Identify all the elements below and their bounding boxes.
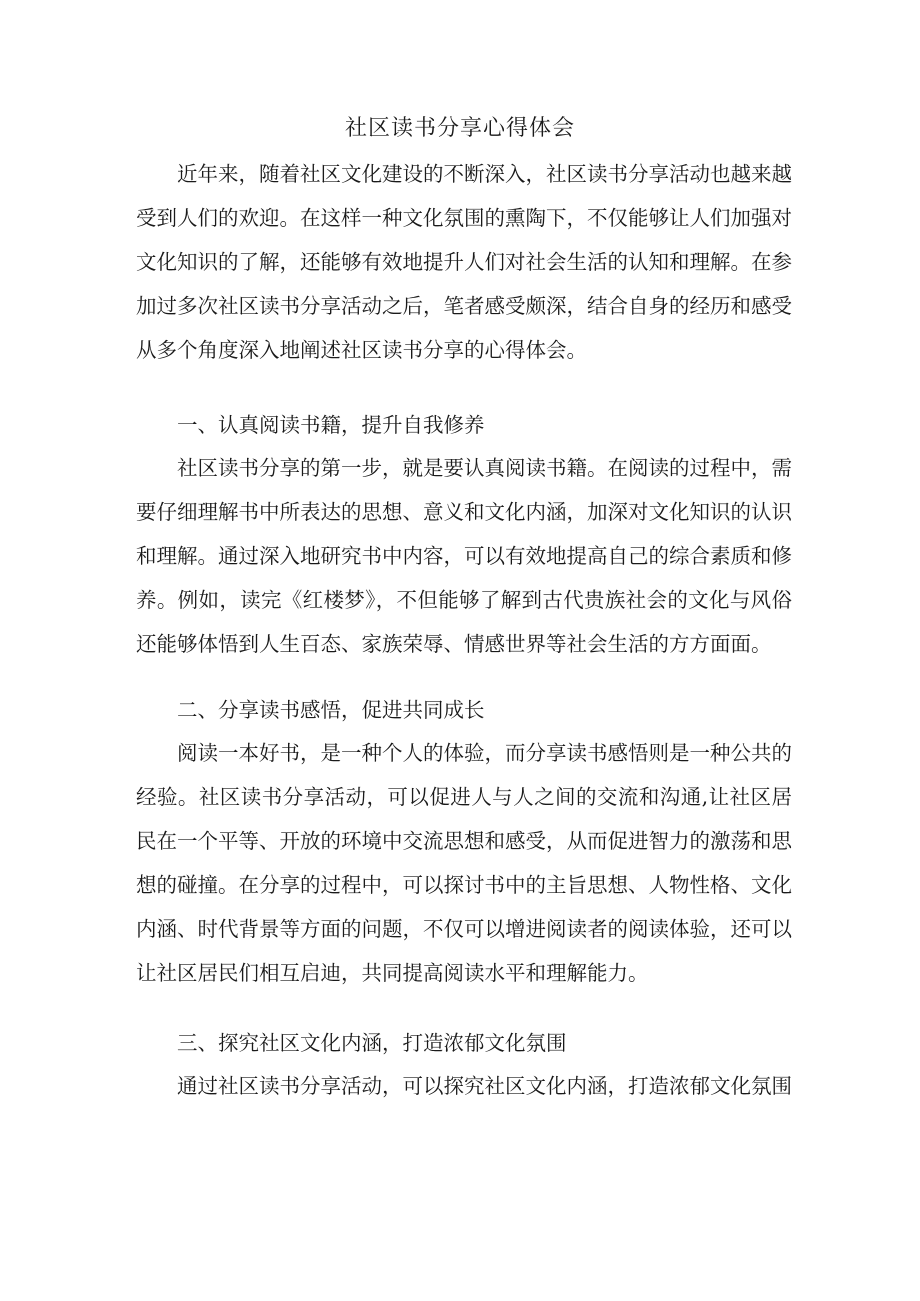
- document-title: 社区读书分享心得体会: [344, 116, 575, 141]
- section-body-1: 社区读书分享的第一步，就是要认真阅读书籍。在阅读的过程中，需要仔细理解书中所表达的思想、意义和文化内涵，加深对文化知识的认识和理解。通过深入地研究书中内容，可以有效地提高自己的综合素质和修养。例如，读完《红楼梦》，不但能够了解到古代贵族社会的文化与风俗还能够体悟到人生百态、家族荣辱、情感世界等社会生活的方方面面。: [136, 456, 792, 656]
- section-body-2: 阅读一本好书，是一种个人的体验，而分享读书感悟则是一种公共的经验。社区读书分享活动，可以促进人与人之间的交流和沟通,让社区居民在一个平等、开放的环境中交流思想和感受，从而促进智力的激荡和思想的碰撞。在分享的过程中，可以探讨书中的主旨思想、人物性格、文化内涵、时代背景等方面的问题，不仅可以增进阅读者的阅读体验，还可以让社区居民们相互启迪，共同提高阅读水平和理解能力。: [136, 741, 792, 985]
- section-body-3: 通过社区读书分享活动，可以探究社区文化内涵，打造浓郁文化氛围: [177, 1074, 792, 1098]
- section-heading-1: 一、认真阅读书籍，提升自我修养: [177, 413, 485, 437]
- section-heading-3: 三、探究社区文化内涵，打造浓郁文化氛围: [177, 1031, 567, 1055]
- intro-paragraph: 近年来，随着社区文化建设的不断深入，社区读书分享活动也越来越受到人们的欢迎。在这样一种文化氛围的熏陶下，不仅能够让人们加强对文化知识的了解，还能够有效地提升人们对社会生活的认知和理解。在参加过多次社区读书分享活动之后，笔者感受颇深，结合自身的经历和感受从多个角度深入地阐述社区读书分享的心得体会。: [136, 162, 792, 362]
- section-heading-2: 二、分享读书感悟，促进共同成长: [177, 698, 485, 722]
